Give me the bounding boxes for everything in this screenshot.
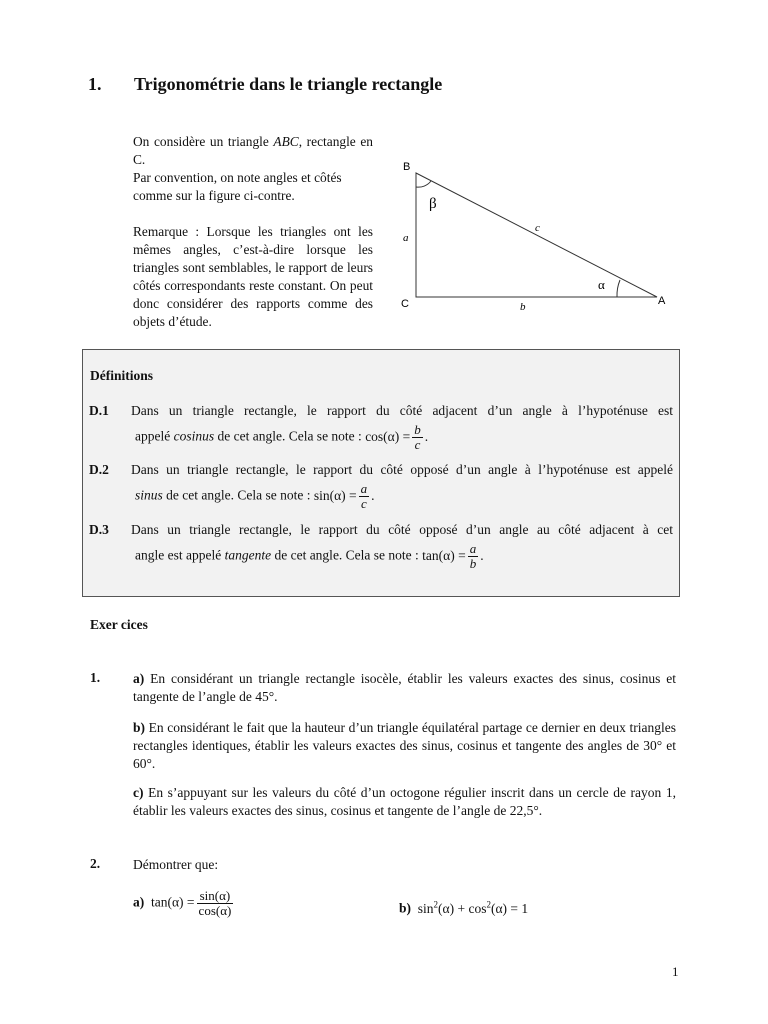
definition-text: Dans un triangle rectangle, le rapport du côté opposé d’un angle au côté adjacent à cet	[131, 522, 673, 537]
exercise-2-intro: Démontrer que:	[133, 857, 219, 872]
exercise-1-number: 1.	[90, 670, 101, 685]
intro-text	[133, 133, 373, 331]
angle-arc-beta	[416, 181, 431, 187]
side-a-label: a	[403, 232, 409, 244]
definition-label: D.2	[89, 462, 109, 477]
definition-text: Dans un triangle rectangle, le rapport du côté opposé d’un angle à l’hypoténuse est appelé	[131, 462, 673, 477]
right-triangle-figure	[395, 155, 685, 320]
definition-label: D.3	[89, 522, 109, 537]
formula-sin: sin(α) = $\frac{a}{c}$ .	[313, 481, 375, 511]
exercise-2a-formula: a) tan(α) = $\frac{\sin(\alpha)}{\cos(\alpha)}$	[133, 888, 232, 918]
definition-text: Dans un triangle rectangle, le rapport du côté adjacent d’un angle à l’hypoténuse est	[131, 403, 673, 418]
intro-paragraph-2: Par convention, on note angles et côtés comme sur la figure ci-contre.	[133, 170, 342, 203]
intro-remark: Remarque : Lorsque les triangles ont les mêmes angles, c’est-à-dire lorsque les triangles sont semblables, le rapport de leurs côtés correspondants reste constant. On peut donc considérer des rapports comme des objets d’étude.	[133, 224, 373, 329]
exercise-2b-formula: b) $\sin^2(\alpha) + \cos^2(\alpha) = 1$	[399, 899, 529, 916]
vertex-c-label: C	[401, 298, 409, 310]
exercises-heading: Exer cices	[90, 617, 148, 632]
page-number: 1	[672, 964, 679, 979]
side-b-label: b	[520, 301, 526, 313]
triangle-shape	[416, 173, 657, 297]
vertex-a-label: A	[658, 295, 666, 307]
angle-arc-alpha	[617, 280, 620, 297]
exercise-1b: b) En considérant le fait que la hauteur d’un triangle équilatéral partage ce dernier en deux triangles rectangles identiques, établir les valeurs exactes des sinus, cosinus et tangente des angles de 30° et 60°.	[133, 720, 677, 771]
formula-tan: tan(α) = $\frac{a}{b}$ .	[422, 541, 484, 571]
side-c-label: c	[535, 222, 540, 234]
definitions-heading: Définitions	[90, 368, 154, 383]
definition-term: tangente	[224, 547, 272, 563]
definitions-box	[82, 349, 680, 597]
definition-text-2: sinus de cet angle. Cela se note : sin(α) = $\frac{a}{c}$ .	[135, 481, 375, 511]
angle-beta-label: β	[429, 196, 437, 212]
section-title	[88, 74, 442, 95]
exercise-1c: c) En s’appuyant sur les valeurs du côté d’un octogone régulier inscrit dans un cercle de rayon 1, établir les valeurs exactes des sinus, cosinus et tangente de l’angle de 22,5°.	[133, 785, 676, 818]
definition-text-2: angle est appelé tangente de cet angle. Cela se note : tan(α) = $\frac{a}{b}$ .	[135, 541, 484, 571]
definition-term: sinus	[135, 487, 163, 503]
exercise-2-number: 2.	[90, 856, 101, 871]
definition-term: cosinus	[173, 428, 215, 444]
vertex-b-label: B	[403, 161, 411, 173]
definition-label: D.1	[89, 403, 109, 418]
intro-paragraph-1: On considère un triangle ABC, rectangle en C.	[133, 134, 373, 167]
section-number: 1.	[88, 74, 102, 94]
section-title-text: Trigonométrie dans le triangle rectangle	[134, 74, 443, 94]
exercise-1a: a) En considérant un triangle rectangle isocèle, établir les valeurs exactes des sinus, cosinus et tangente de l’angle de 45°.	[133, 671, 676, 704]
definition-text-2: appelé cosinus de cet angle. Cela se note : cos(α) = $\frac{b}{c}$ .	[135, 422, 429, 452]
formula-cos: cos(α) = $\frac{b}{c}$ .	[365, 422, 429, 452]
angle-alpha-label: α	[598, 277, 605, 292]
